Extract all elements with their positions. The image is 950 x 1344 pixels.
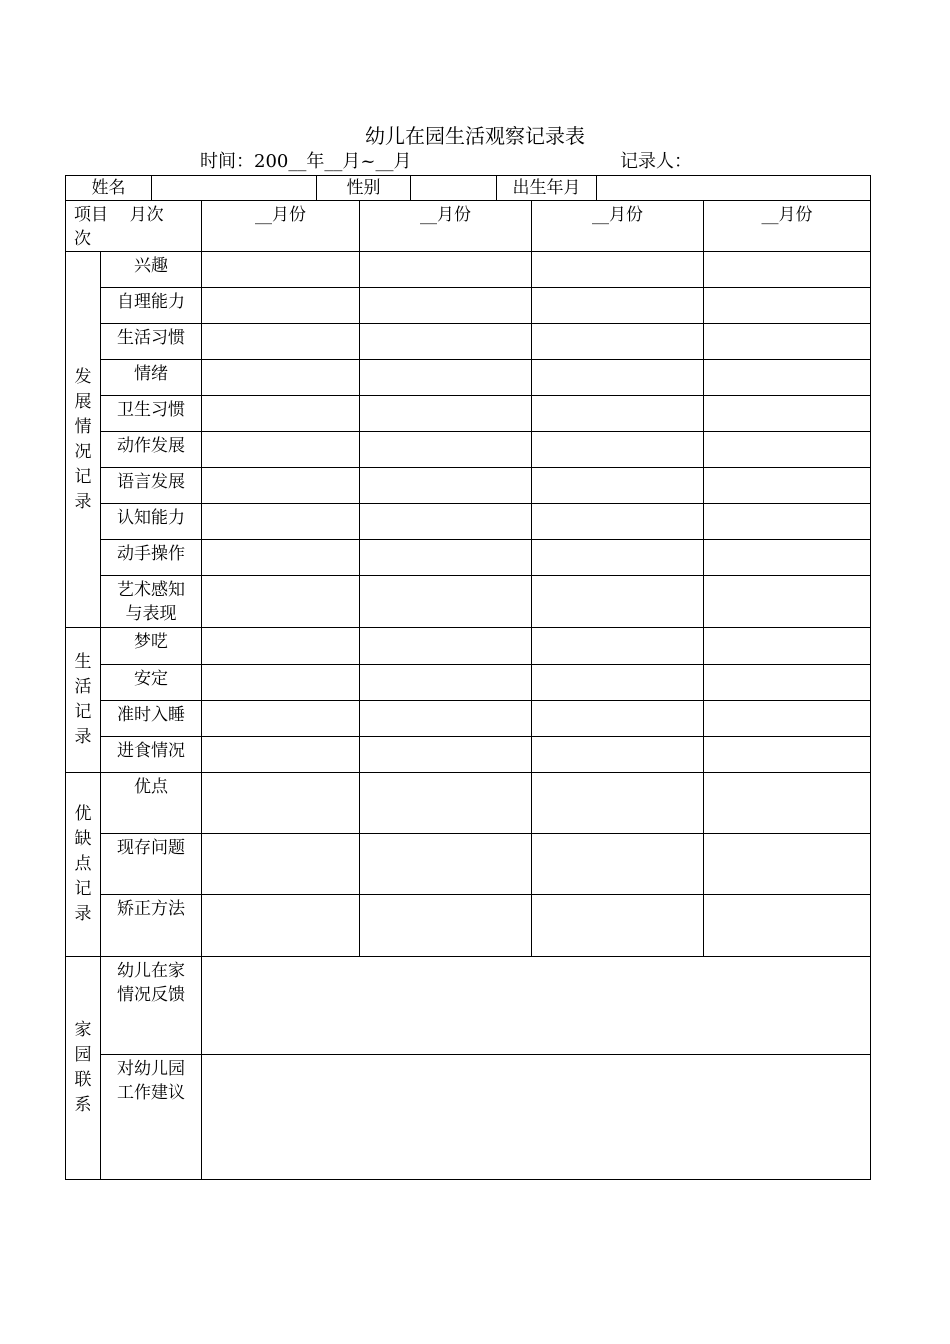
category-label: 生活记录: [74, 652, 92, 747]
cell[interactable]: [704, 252, 871, 288]
cell[interactable]: [532, 628, 704, 665]
cell[interactable]: [360, 737, 532, 773]
cell[interactable]: [202, 895, 360, 957]
cell[interactable]: [704, 396, 871, 432]
cell[interactable]: [360, 665, 532, 701]
cell[interactable]: [532, 834, 704, 895]
cell[interactable]: [202, 773, 360, 834]
month-header: __月份: [202, 201, 360, 252]
row-label: 动作发展: [101, 432, 202, 468]
cell[interactable]: [532, 576, 704, 628]
cell[interactable]: [532, 737, 704, 773]
row-label: 梦呓: [101, 628, 202, 665]
cell[interactable]: [532, 504, 704, 540]
cell[interactable]: [532, 432, 704, 468]
cell[interactable]: [202, 324, 360, 360]
cell[interactable]: [532, 252, 704, 288]
cell[interactable]: [532, 773, 704, 834]
row-label: 自理能力: [101, 288, 202, 324]
home-feedback-field[interactable]: [202, 957, 871, 1055]
cell[interactable]: [202, 576, 360, 628]
row-label: 艺术感知与表现: [101, 576, 202, 628]
cell[interactable]: [360, 396, 532, 432]
category-life: [66, 628, 101, 773]
row-label: 进食情况: [101, 737, 202, 773]
row-label: 矫正方法: [101, 895, 202, 957]
row-label: 认知能力: [101, 504, 202, 540]
cell[interactable]: [202, 737, 360, 773]
cell[interactable]: [360, 701, 532, 737]
cell[interactable]: [532, 468, 704, 504]
suggestion-field[interactable]: [202, 1055, 871, 1180]
month-header: __月份: [704, 201, 871, 252]
row-label: 幼儿在家情况反馈: [101, 957, 202, 1055]
row-label: 优点: [101, 773, 202, 834]
cell[interactable]: [704, 540, 871, 576]
gender-field[interactable]: [411, 176, 497, 201]
cell[interactable]: [202, 701, 360, 737]
cell[interactable]: [704, 504, 871, 540]
cell[interactable]: [202, 288, 360, 324]
cell[interactable]: [360, 576, 532, 628]
cell[interactable]: [704, 576, 871, 628]
cell[interactable]: [202, 468, 360, 504]
row-label: 对幼儿园工作建议: [101, 1055, 202, 1180]
cell[interactable]: [360, 432, 532, 468]
cell[interactable]: [360, 773, 532, 834]
cell[interactable]: [704, 895, 871, 957]
cell[interactable]: [202, 834, 360, 895]
cell[interactable]: [532, 665, 704, 701]
item-header-line2: 次: [74, 229, 91, 249]
category-merits: [66, 773, 101, 957]
cell[interactable]: [704, 360, 871, 396]
row-label: 语言发展: [101, 468, 202, 504]
cell[interactable]: [532, 360, 704, 396]
category-development: [66, 252, 101, 628]
row-label: 情绪: [101, 360, 202, 396]
category-label: 家园联系: [74, 1020, 92, 1115]
cell[interactable]: [704, 628, 871, 665]
cell[interactable]: [360, 252, 532, 288]
document-title: 幼儿在园生活观察记录表: [365, 124, 585, 148]
observation-table: [65, 200, 871, 1180]
time-line: 时间：200__年__月~__月: [200, 151, 412, 172]
cell[interactable]: [532, 701, 704, 737]
cell[interactable]: [532, 288, 704, 324]
cell[interactable]: [532, 324, 704, 360]
cell[interactable]: [360, 895, 532, 957]
cell[interactable]: [704, 701, 871, 737]
row-label: 兴趣: [101, 252, 202, 288]
cell[interactable]: [360, 834, 532, 895]
item-header-line1: 项目 月次: [74, 205, 164, 225]
row-label: 卫生习惯: [101, 396, 202, 432]
cell[interactable]: [202, 540, 360, 576]
cell[interactable]: [202, 504, 360, 540]
cell[interactable]: [202, 252, 360, 288]
cell[interactable]: [360, 288, 532, 324]
name-label: 姓名: [66, 176, 152, 201]
category-label: 优缺点记录: [74, 804, 92, 924]
month-header: __月份: [532, 201, 704, 252]
cell[interactable]: [704, 324, 871, 360]
cell[interactable]: [704, 665, 871, 701]
row-label: 生活习惯: [101, 324, 202, 360]
item-month-header: [66, 201, 202, 252]
row-label: 现存问题: [101, 834, 202, 895]
row-label: 准时入睡: [101, 701, 202, 737]
cell[interactable]: [704, 737, 871, 773]
cell[interactable]: [532, 396, 704, 432]
cell[interactable]: [704, 834, 871, 895]
info-table: [65, 175, 871, 201]
gender-label: 性别: [317, 176, 411, 201]
cell[interactable]: [532, 540, 704, 576]
cell[interactable]: [360, 324, 532, 360]
cell[interactable]: [202, 432, 360, 468]
cell[interactable]: [360, 628, 532, 665]
birth-label: 出生年月: [497, 176, 597, 201]
name-field[interactable]: [152, 176, 317, 201]
category-home: [66, 957, 101, 1180]
cell[interactable]: [704, 773, 871, 834]
cell[interactable]: [704, 432, 871, 468]
month-header: __月份: [360, 201, 532, 252]
cell[interactable]: [202, 396, 360, 432]
category-label: 发展情况记录: [74, 366, 92, 512]
birth-field[interactable]: [597, 176, 871, 201]
cell[interactable]: [360, 468, 532, 504]
recorder-label: 记录人：: [620, 151, 692, 172]
row-label: 安定: [101, 665, 202, 701]
cell[interactable]: [360, 540, 532, 576]
cell[interactable]: [202, 665, 360, 701]
cell[interactable]: [704, 288, 871, 324]
cell[interactable]: [532, 895, 704, 957]
cell[interactable]: [202, 360, 360, 396]
row-label: 动手操作: [101, 540, 202, 576]
cell[interactable]: [202, 628, 360, 665]
cell[interactable]: [360, 360, 532, 396]
cell[interactable]: [704, 468, 871, 504]
cell[interactable]: [360, 504, 532, 540]
